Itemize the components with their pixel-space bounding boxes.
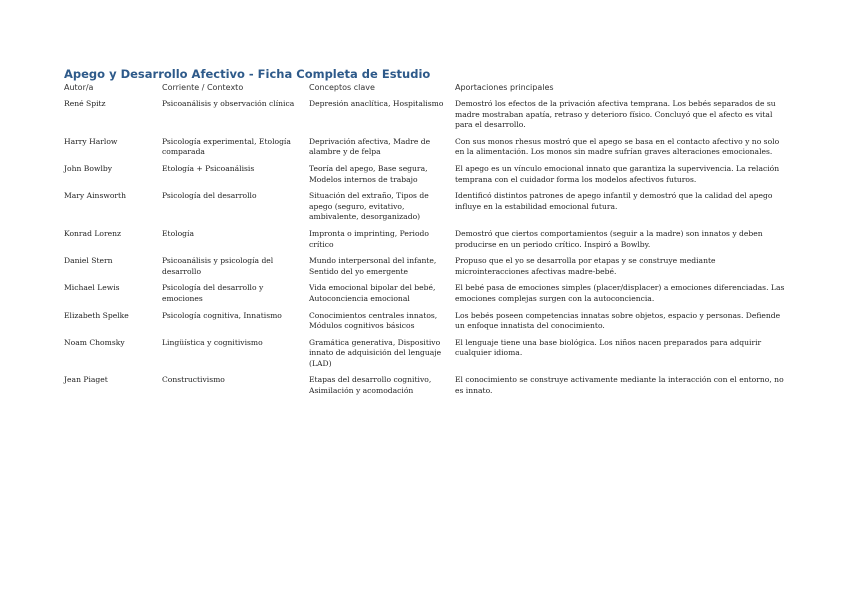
table-row [64, 283, 794, 310]
document-page [64, 67, 794, 403]
header-context: Corriente / Contexto [162, 83, 244, 92]
cell-author: Daniel Stern [64, 256, 113, 266]
document-title: Apego y Desarrollo Afectivo - Ficha Completa de Estudio [64, 67, 431, 81]
header-contributions: Aportaciones principales [455, 83, 554, 92]
cell-context: Constructivismo [162, 375, 225, 385]
cell-context: Psicoanálisis y psicología del desarrollo [162, 256, 274, 276]
table-row [64, 311, 794, 338]
cell-contributions: Identificó distintos patrones de apego infantil y demostró que la calidad del apego influye en la estabilidad emocional futura. [455, 191, 773, 211]
cell-author: Jean Piaget [64, 375, 108, 385]
cell-context: Etología [162, 228, 194, 238]
cell-context: Psicoanálisis y observación clínica [162, 99, 295, 108]
cell-concepts: Situación del extraño, Tipos de apego (seguro, evitativo, ambivalente, desorganizado) [309, 191, 429, 222]
cell-context: Psicología del desarrollo [162, 191, 257, 201]
cell-contributions: El conocimiento se construye activamente mediante la interacción con el entorno, no es innato. [455, 375, 784, 396]
table-row [64, 164, 794, 191]
cell-contributions: El bebé pasa de emociones simples (placer/displacer) a emociones diferenciadas. Las emociones complejas surgen con la autoconciencia. [455, 283, 785, 303]
table-row [64, 229, 794, 256]
cell-context: Psicología experimental, Etología comparada [162, 136, 291, 157]
cell-concepts: Conocimientos centrales innatos, Módulos cognitivos básicos [309, 310, 438, 331]
cell-concepts: Impronta o imprinting, Periodo crítico [309, 228, 429, 249]
cell-concepts: Etapas del desarrollo cognitivo, Asimilación y acomodación [309, 375, 432, 396]
cell-author: René Spitz [64, 99, 106, 108]
header-author: Autor/a [64, 83, 94, 92]
table-row [64, 191, 794, 229]
cell-contributions: El lenguaje tiene una base biológica. Los niños nacen preparados para adquirir cualquier idioma. [455, 337, 762, 358]
table-row [64, 99, 794, 137]
table-row [64, 338, 794, 376]
cell-author: Elizabeth Spelke [64, 310, 129, 320]
cell-context: Psicología del desarrollo y emociones [162, 283, 264, 303]
cell-concepts: Mundo interpersonal del infante, Sentido del yo emergente [309, 256, 437, 276]
cell-contributions: Con sus monos rhesus mostró que el apego se basa en el contacto afectivo y no solo en la alimentación. Los monos sin madre sufrían graves alteraciones emocionales. [455, 136, 780, 157]
cell-context: Etología + Psicoanálisis [162, 163, 255, 173]
study-table [64, 82, 794, 403]
table-row [64, 137, 794, 164]
header-concepts: Conceptos clave [309, 83, 375, 92]
table-row [64, 256, 794, 283]
cell-author: Noam Chomsky [64, 337, 125, 347]
cell-author: Michael Lewis [64, 283, 120, 293]
cell-contributions: Demostró que ciertos comportamientos (seguir a la madre) son innatos y deben producirse en un periodo crítico. Inspiró a Bowlby. [455, 228, 763, 249]
cell-author: Mary Ainsworth [64, 191, 126, 201]
cell-author: Harry Harlow [64, 136, 118, 146]
cell-concepts: Gramática generativa, Dispositivo innato de adquisición del lenguaje (LAD) [309, 337, 442, 368]
cell-context: Lingüística y cognitivismo [162, 337, 263, 347]
cell-concepts: Deprivación afectiva, Madre de alambre y de felpa [309, 136, 431, 157]
table-row [64, 375, 794, 402]
cell-contributions: Propuso que el yo se desarrolla por etapas y se construye mediante microinteracciones afectivas madre-bebé. [455, 256, 716, 276]
cell-contributions: Demostró los efectos de la privación afectiva temprana. Los bebés separados de su madre mostraban apatía, retraso y deterioro físico. Concluyó que el afecto es vital para el desarrollo. [455, 99, 776, 130]
cell-concepts: Depresión anaclítica, Hospitalismo [309, 99, 444, 108]
cell-author: Konrad Lorenz [64, 228, 121, 238]
cell-contributions: El apego es un vínculo emocional innato que garantiza la supervivencia. La relación temprana con el cuidador forma los modelos afectivos futuros. [455, 163, 780, 184]
cell-context: Psicología cognitiva, Innatismo [162, 310, 282, 320]
table-header-row [64, 82, 794, 99]
cell-contributions: Los bebés poseen competencias innatas sobre objetos, espacio y personas. Defiende un enfoque innatista del conocimiento. [455, 310, 781, 331]
cell-author: John Bowlby [64, 163, 113, 173]
cell-concepts: Teoría del apego, Base segura, Modelos internos de trabajo [309, 163, 428, 184]
cell-concepts: Vida emocional bipolar del bebé, Autoconciencia emocional [309, 283, 436, 303]
